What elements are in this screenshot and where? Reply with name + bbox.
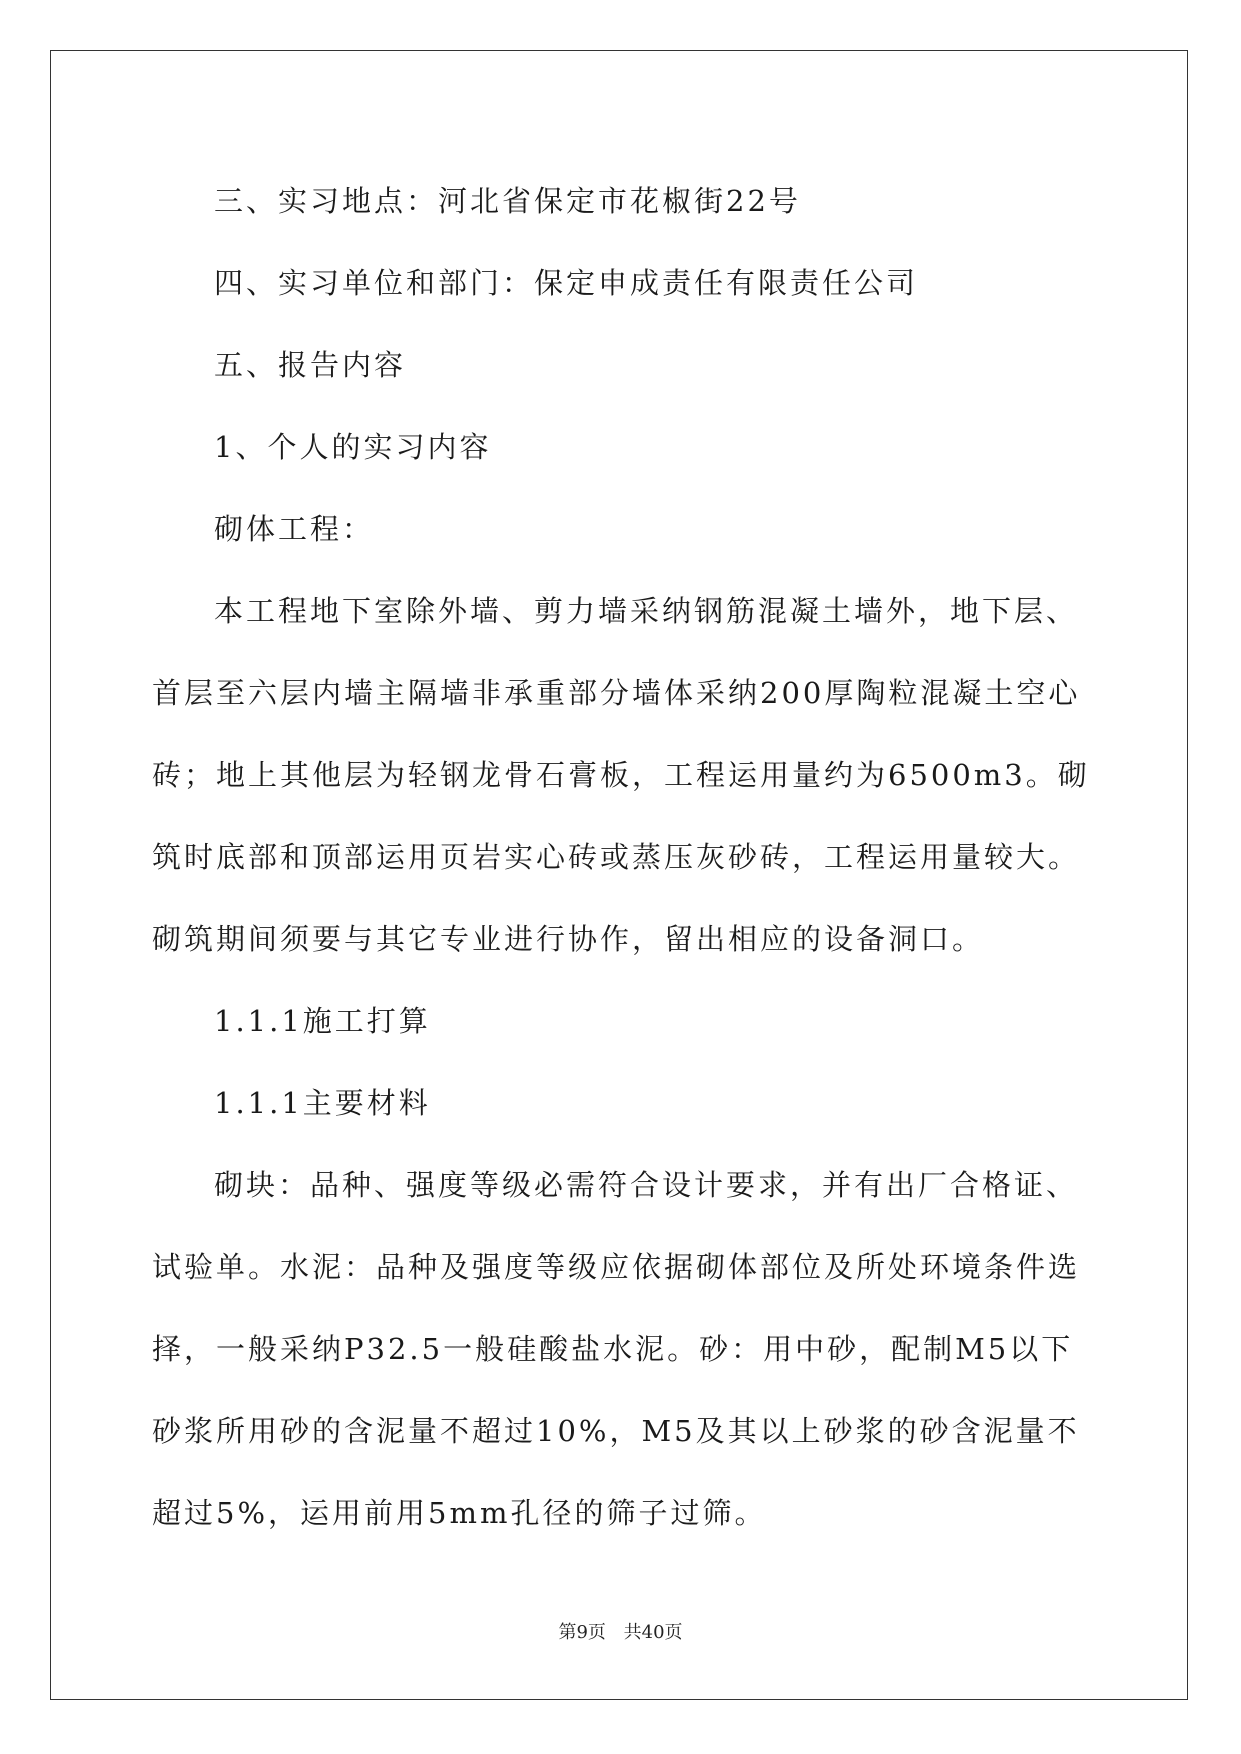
main-materials-heading: 1.1.1主要材料 [214,1086,431,1120]
total-page-count: 共40页 [623,1622,683,1643]
document-body [152,160,1092,1554]
section-internship-unit: 四、实习单位和部门：保定申成责任有限责任公司 [214,266,919,300]
subsection-personal-internship-heading: 1、个人的实习内容 [214,430,492,464]
page-footer [0,1618,1241,1644]
section-internship-location: 三、实习地点：河北省保定市花椒街22号 [214,184,801,218]
current-page-number: 第9页 [558,1622,606,1643]
construction-plan-heading: 1.1.1施工打算 [214,1004,431,1038]
section-report-content-heading: 五、报告内容 [214,348,407,382]
masonry-work-paragraph: 本工程地下室除外墙、剪力墙采纳钢筋混凝土墙外，地下层、首层至六层内墙主隔墙非承重部分墙体采纳200厚陶粒混凝土空心砖；地上其他层为轻钢龙骨石膏板，工程运用量约为6500m3。砌筑时底部和顶部运用页岩实心砖或蒸压灰砂砖，工程运用量较大。砌筑期间须要与其它专业进行协作，留出相应的设备洞口。 [152,594,1090,956]
masonry-work-heading: 砌体工程： [214,512,375,546]
materials-paragraph: 砌块：品种、强度等级必需符合设计要求，并有出厂合格证、试验单。水泥：品种及强度等级应依据砌体部位及所处环境条件选择，一般采纳P32.5一般硅酸盐水泥。砂：用中砂，配制M5以下砂浆所用砂的含泥量不超过10%，M5及其以上砂浆的砂含泥量不超过5%，运用前用5mm孔径的筛子过筛。 [152,1168,1081,1530]
